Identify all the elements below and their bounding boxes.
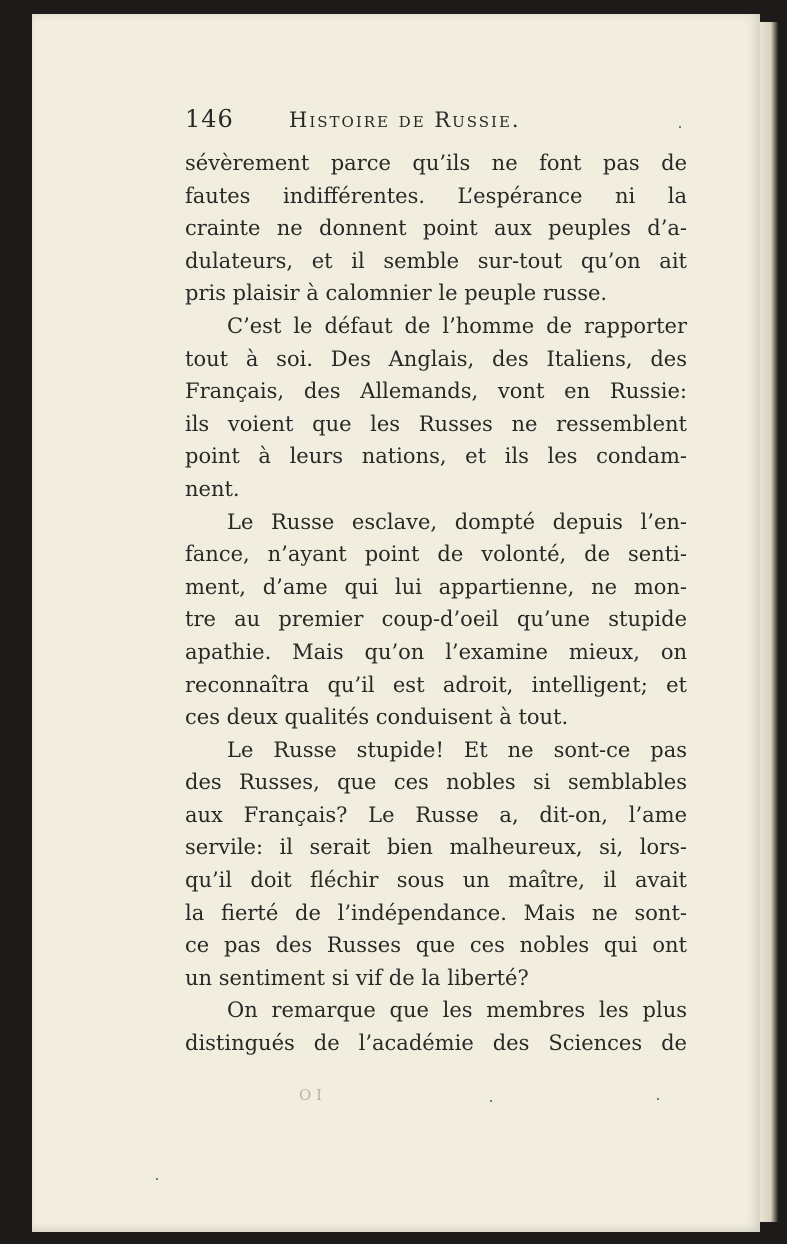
text-line: des Russes, que ces nobles si semblables <box>185 770 687 795</box>
text-line: reconnaîtra qu’il est adroit, intelligent; et <box>185 672 687 697</box>
page-content <box>185 105 687 1060</box>
text-line: servile: il serait bien malheureux, si, lors- <box>185 835 687 860</box>
paper-speck <box>490 1100 492 1102</box>
page-edge <box>760 22 778 1222</box>
text-line: un sentiment si vif de la liberté? <box>185 965 529 990</box>
paper-speck <box>156 1178 158 1180</box>
text-line: fautes indifférentes. L’espérance ni la <box>185 183 687 208</box>
paper-speck <box>657 1098 659 1100</box>
text-line: ils voient que les Russes ne ressemblent <box>185 411 687 436</box>
text-line: fance, n’ayant point de volonté, de senti- <box>185 542 687 567</box>
text-line: aux Français? Le Russe a, dit-on, l’ame <box>185 802 687 827</box>
text-line: Français, des Allemands, vont en Russie: <box>185 379 687 404</box>
text-line: ment, d’ame qui lui appartienne, ne mon- <box>185 574 687 599</box>
text-line: pris plaisir à calomnier le peuple russe. <box>185 281 608 306</box>
text-line: dulateurs, et il semble sur-tout qu’on ait <box>185 248 687 273</box>
text-line: point à leurs nations, et ils les condam- <box>185 444 687 469</box>
page-number: 146 <box>185 105 234 133</box>
faint-signature-mark: O I <box>299 1086 322 1104</box>
text-line: ce pas des Russes que ces nobles qui ont <box>185 933 687 958</box>
text-line: qu’il doit fléchir sous un maître, il avait <box>185 868 687 893</box>
paragraph-start-line: Le Russe esclave, dompté depuis l’en- <box>227 509 687 534</box>
body-text <box>185 147 687 1060</box>
paragraph-start-line: C’est le défaut de l’homme de rapporter <box>227 313 687 338</box>
text-line: distingués de l’académie des Sciences de <box>185 1031 687 1056</box>
text-line: nent. <box>185 476 240 501</box>
running-title: Histoire de Russie. <box>289 108 521 132</box>
paragraph-start-line: Le Russe stupide! Et ne sont-ce pas <box>227 737 687 762</box>
text-line: la fierté de l’indépendance. Mais ne sont- <box>185 900 687 925</box>
text-line: tre au premier coup-d’oeil qu’une stupide <box>185 607 687 632</box>
text-line: ces deux qualités conduisent à tout. <box>185 705 569 730</box>
running-header <box>185 105 687 147</box>
text-line: sévèrement parce qu’ils ne font pas de <box>185 151 687 175</box>
text-line: tout à soi. Des Anglais, des Italiens, des <box>185 346 687 371</box>
paper-speck <box>679 126 681 128</box>
paragraph-start-line: On remarque que les membres les plus <box>227 998 687 1023</box>
text-line: crainte ne donnent point aux peuples d’a- <box>185 216 687 241</box>
text-line: apathie. Mais qu’on l’examine mieux, on <box>185 639 687 664</box>
